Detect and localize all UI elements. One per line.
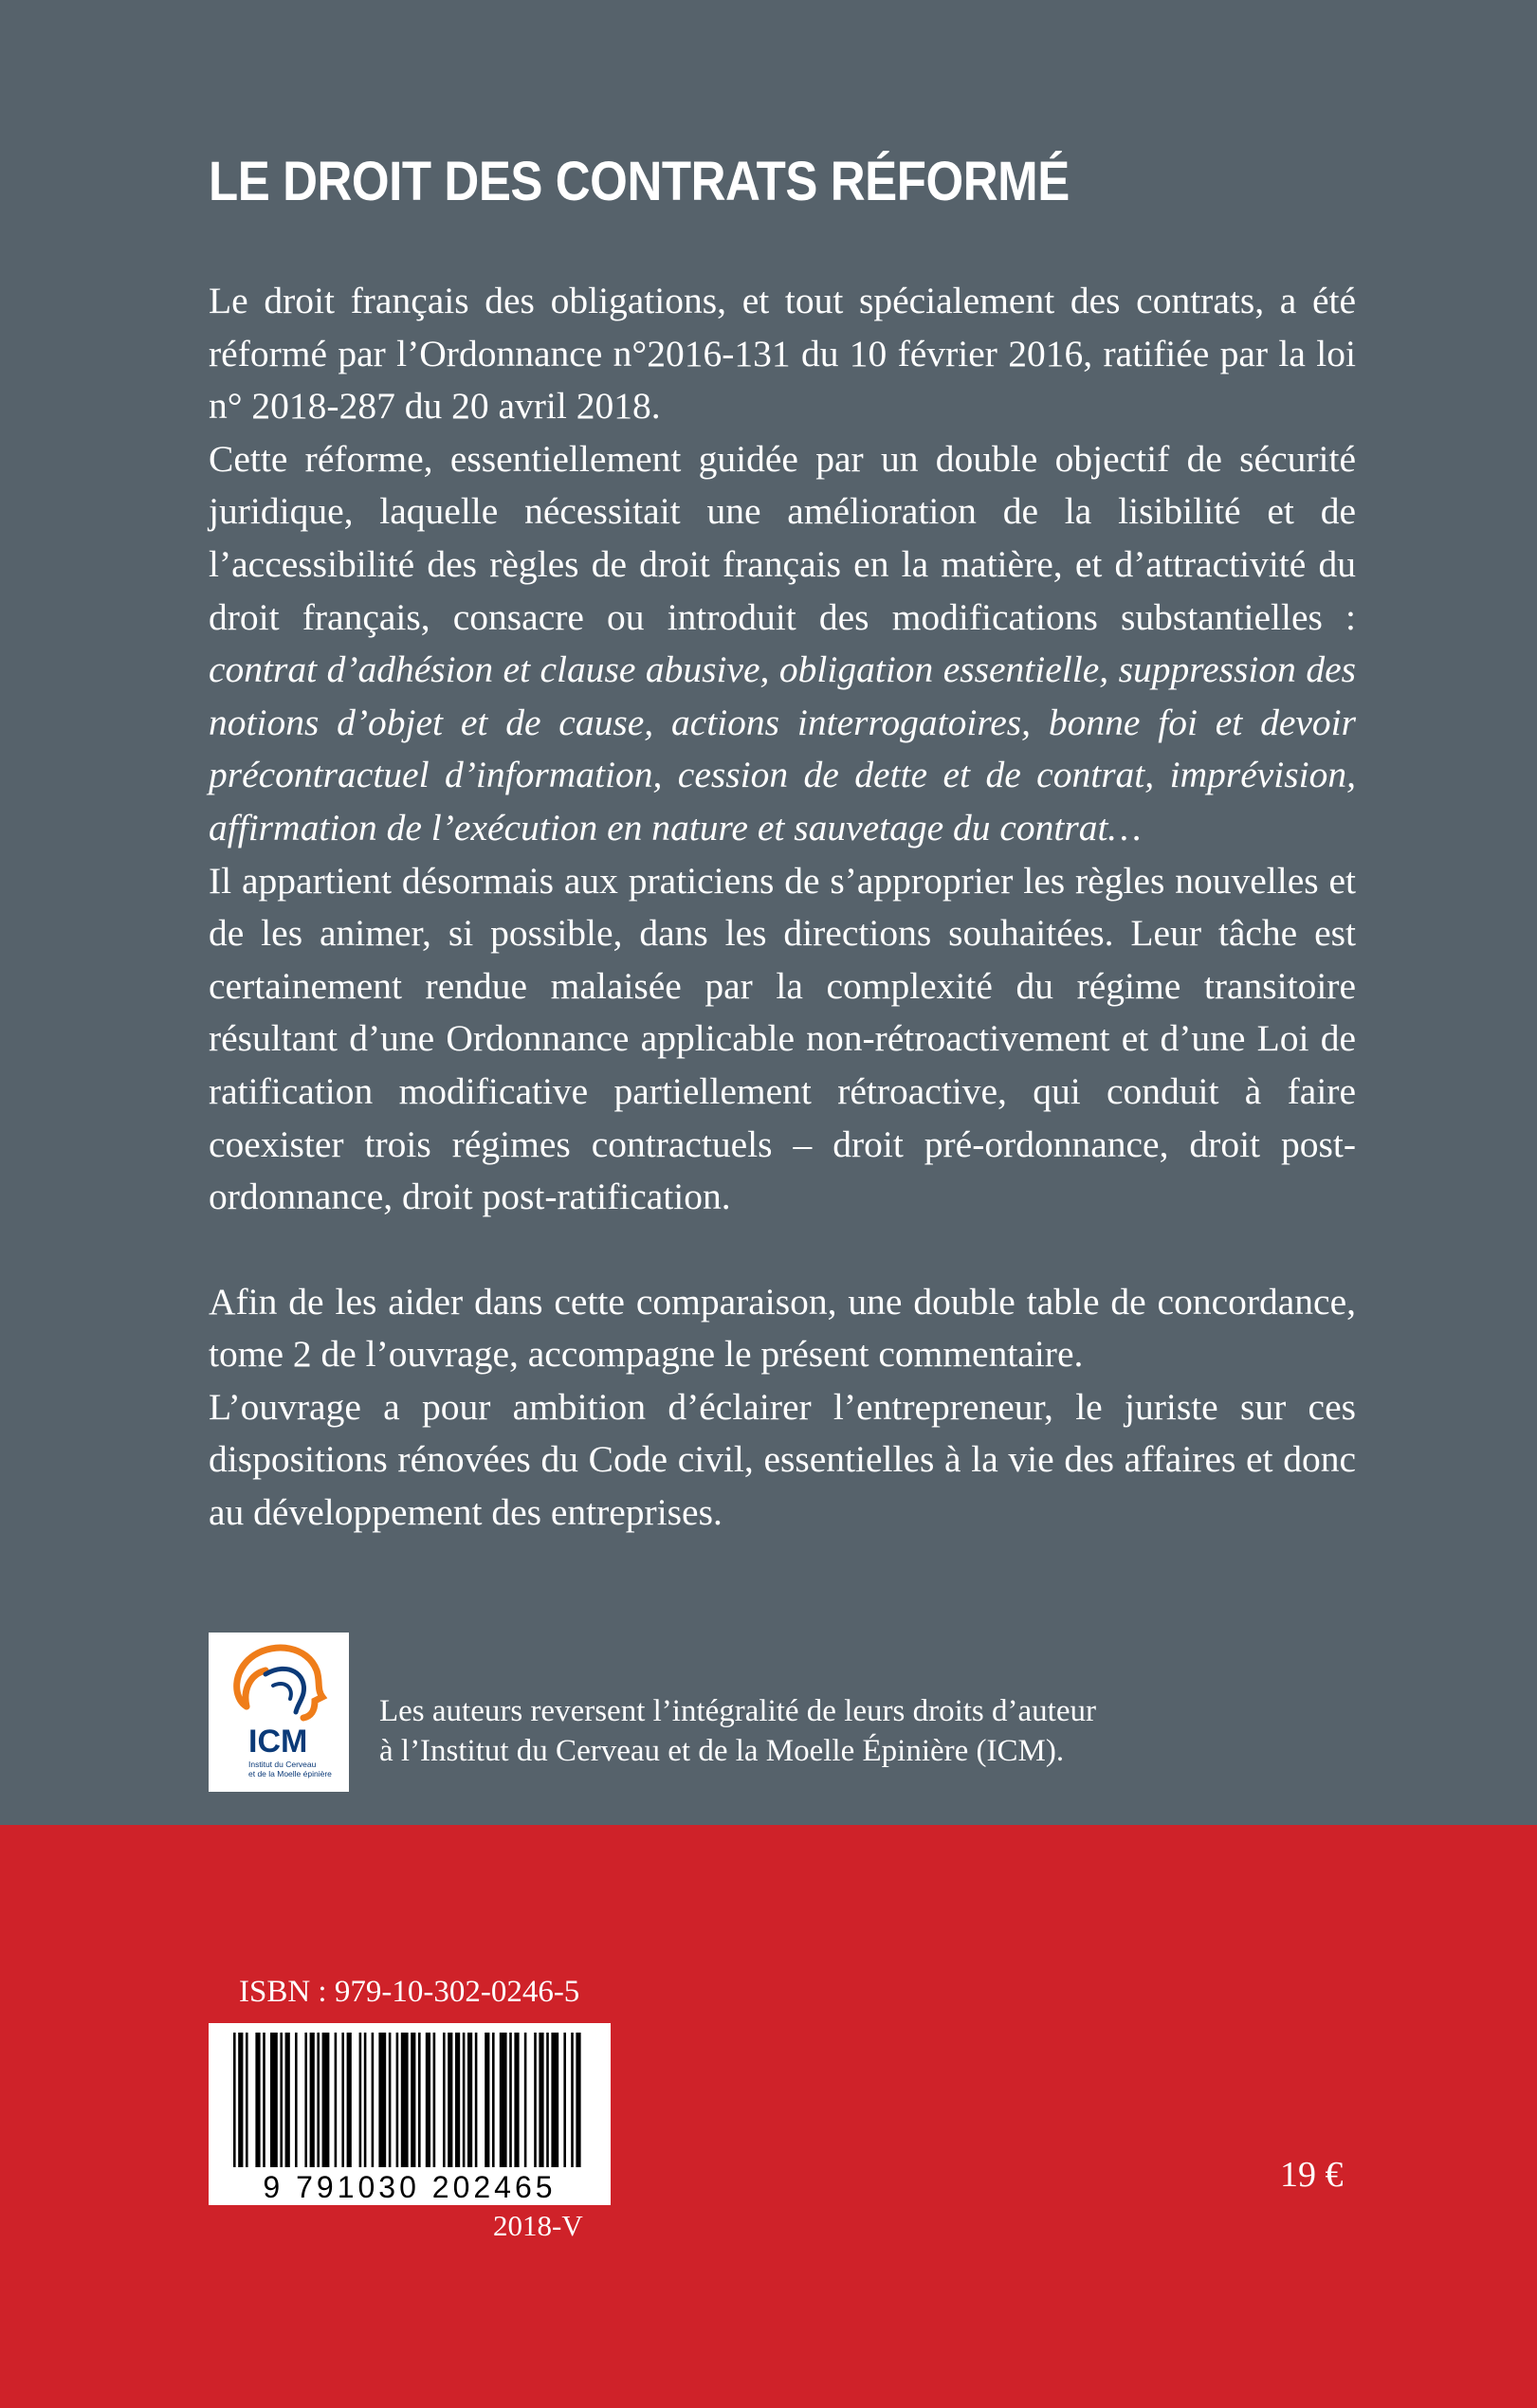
isbn: ISBN : 979-10-302-0246-5 bbox=[239, 1975, 580, 2009]
icm-logo-subtitle-2: et de la Moelle épinière bbox=[248, 1769, 332, 1779]
barcode-bar bbox=[576, 2033, 580, 2167]
barcode-bar bbox=[509, 2033, 512, 2167]
paragraph-2-intro: Cette réforme, essentiellement guidée par un double objectif de sécurité juridique, laquelle nécessitait une amélioration de la lisibilité et de l’accessibilité des règles de droit français en la matière, et d’attractivité du droit français, consacre ou introduit des modifications substantielles : bbox=[209, 437, 1356, 638]
paragraph-1: Le droit français des obligations, et tout spécialement des contrats, a été réformé par l’Ordonnance n°2016-131 du 10 février 2016, ratifiée par la loi n° 2018-287 du 20 avril 2018. bbox=[209, 280, 1356, 428]
barcode-bar bbox=[524, 2033, 527, 2167]
barcode-bar bbox=[418, 2033, 421, 2167]
barcode-bar bbox=[551, 2033, 558, 2167]
barcode-bar bbox=[571, 2033, 574, 2167]
barcode-bar bbox=[514, 2033, 519, 2167]
barcode-bar bbox=[396, 2033, 399, 2167]
barcode-bar bbox=[238, 2033, 243, 2167]
icm-logo bbox=[209, 1633, 349, 1792]
barcode-graphic bbox=[209, 2023, 611, 2205]
price: 19 € bbox=[1280, 2155, 1344, 2195]
barcode-bar bbox=[411, 2033, 415, 2167]
paragraph-2-italic-list: contrat d’adhésion et clause abusive, obligation essentielle, suppression des notions d’objet et de cause, actions interrogatoires, bonne foi et devoir précontractuel d’information, cession de dette et de contrat, imprévision, affirmation de l’exécution en nature et sauvetage du contrat… bbox=[209, 648, 1356, 848]
barcode-bar bbox=[443, 2033, 446, 2167]
edition-code: 2018-V bbox=[493, 2209, 583, 2242]
barcode-bar bbox=[475, 2033, 478, 2167]
icm-logo-name: ICM bbox=[248, 1724, 308, 1760]
barcode-bar bbox=[426, 2033, 430, 2167]
barcode-bar bbox=[378, 2033, 386, 2167]
barcode-bar bbox=[463, 2033, 466, 2167]
icm-logo-graphic bbox=[209, 1633, 349, 1792]
paragraph-4: Afin de les aider dans cette comparaison, une double table de concordance, tome 2 de l’ouvrage, accompagne le présent commentaire. bbox=[209, 1280, 1356, 1376]
barcode-bar bbox=[341, 2033, 344, 2167]
barcode-bar bbox=[546, 2033, 549, 2167]
barcode-bar bbox=[246, 2033, 248, 2167]
barcode-bar bbox=[233, 2033, 236, 2167]
barcode-digits: 9 791030 202465 bbox=[263, 2170, 557, 2204]
barcode-bar bbox=[485, 2033, 489, 2167]
barcode-bar bbox=[310, 2033, 315, 2167]
paragraph-2 bbox=[209, 433, 1356, 855]
barcode-bar bbox=[563, 2033, 566, 2167]
barcode bbox=[209, 2023, 611, 2205]
paragraph-3: Il appartient désormais aux praticiens de s’approprier les règles nouvelles et de les animer, si possible, dans les directions souhaitées. Leur tâche est certainement rendue malaisée par la complexité du régime transitoire résultant d’une Ordonnance applicable non-rétroactivement et d’une Loi de ratification modificative partiellement rétroactive, qui conduit à faire coexister trois régimes contractuels – droit pré-ordonnance, droit post-ordonnance, droit post-ratification. bbox=[209, 859, 1356, 1218]
barcode-bar bbox=[492, 2033, 495, 2167]
barcode-bar bbox=[539, 2033, 543, 2167]
barcode-bar bbox=[270, 2033, 278, 2167]
barcode-bar bbox=[285, 2033, 290, 2167]
barcode-bar bbox=[317, 2033, 320, 2167]
barcode-bar bbox=[364, 2033, 367, 2167]
barcode-bar bbox=[448, 2033, 452, 2167]
barcode-bar bbox=[467, 2033, 472, 2167]
barcode-bar bbox=[347, 2033, 352, 2167]
barcode-bar bbox=[280, 2033, 283, 2167]
paragraph-5: L’ouvrage a pour ambition d’éclairer l’entrepreneur, le juriste sur ces dispositions rénovées du Code civil, essentielles à la vie des affaires et donc au développement des entreprises. bbox=[209, 1385, 1356, 1534]
barcode-bar bbox=[455, 2033, 460, 2167]
barcode-bar bbox=[433, 2033, 436, 2167]
donation-note bbox=[379, 1691, 1327, 1771]
barcode-bar bbox=[295, 2033, 298, 2167]
barcode-bar bbox=[322, 2033, 330, 2167]
barcode-bar bbox=[372, 2033, 375, 2167]
barcode-bar bbox=[255, 2033, 260, 2167]
icm-logo-subtitle-1: Institut du Cerveau bbox=[248, 1760, 317, 1769]
donation-note-line-1: Les auteurs reversent l’intégralité de leurs droits d’auteur bbox=[379, 1694, 1096, 1728]
back-cover-text bbox=[209, 275, 1356, 1540]
barcode-bar bbox=[263, 2033, 265, 2167]
barcode-bar bbox=[359, 2033, 362, 2167]
barcode-bar bbox=[534, 2033, 537, 2167]
barcode-bar bbox=[335, 2033, 338, 2167]
book-title: LE DROIT DES CONTRATS RÉFORMÉ bbox=[209, 151, 1070, 212]
barcode-bar bbox=[389, 2033, 392, 2167]
barcode-bar bbox=[304, 2033, 307, 2167]
donation-note-line-2: à l’Institut du Cerveau et de la Moelle Épinière (ICM). bbox=[379, 1734, 1065, 1768]
barcode-bar bbox=[401, 2033, 409, 2167]
barcode-bar bbox=[500, 2033, 507, 2167]
